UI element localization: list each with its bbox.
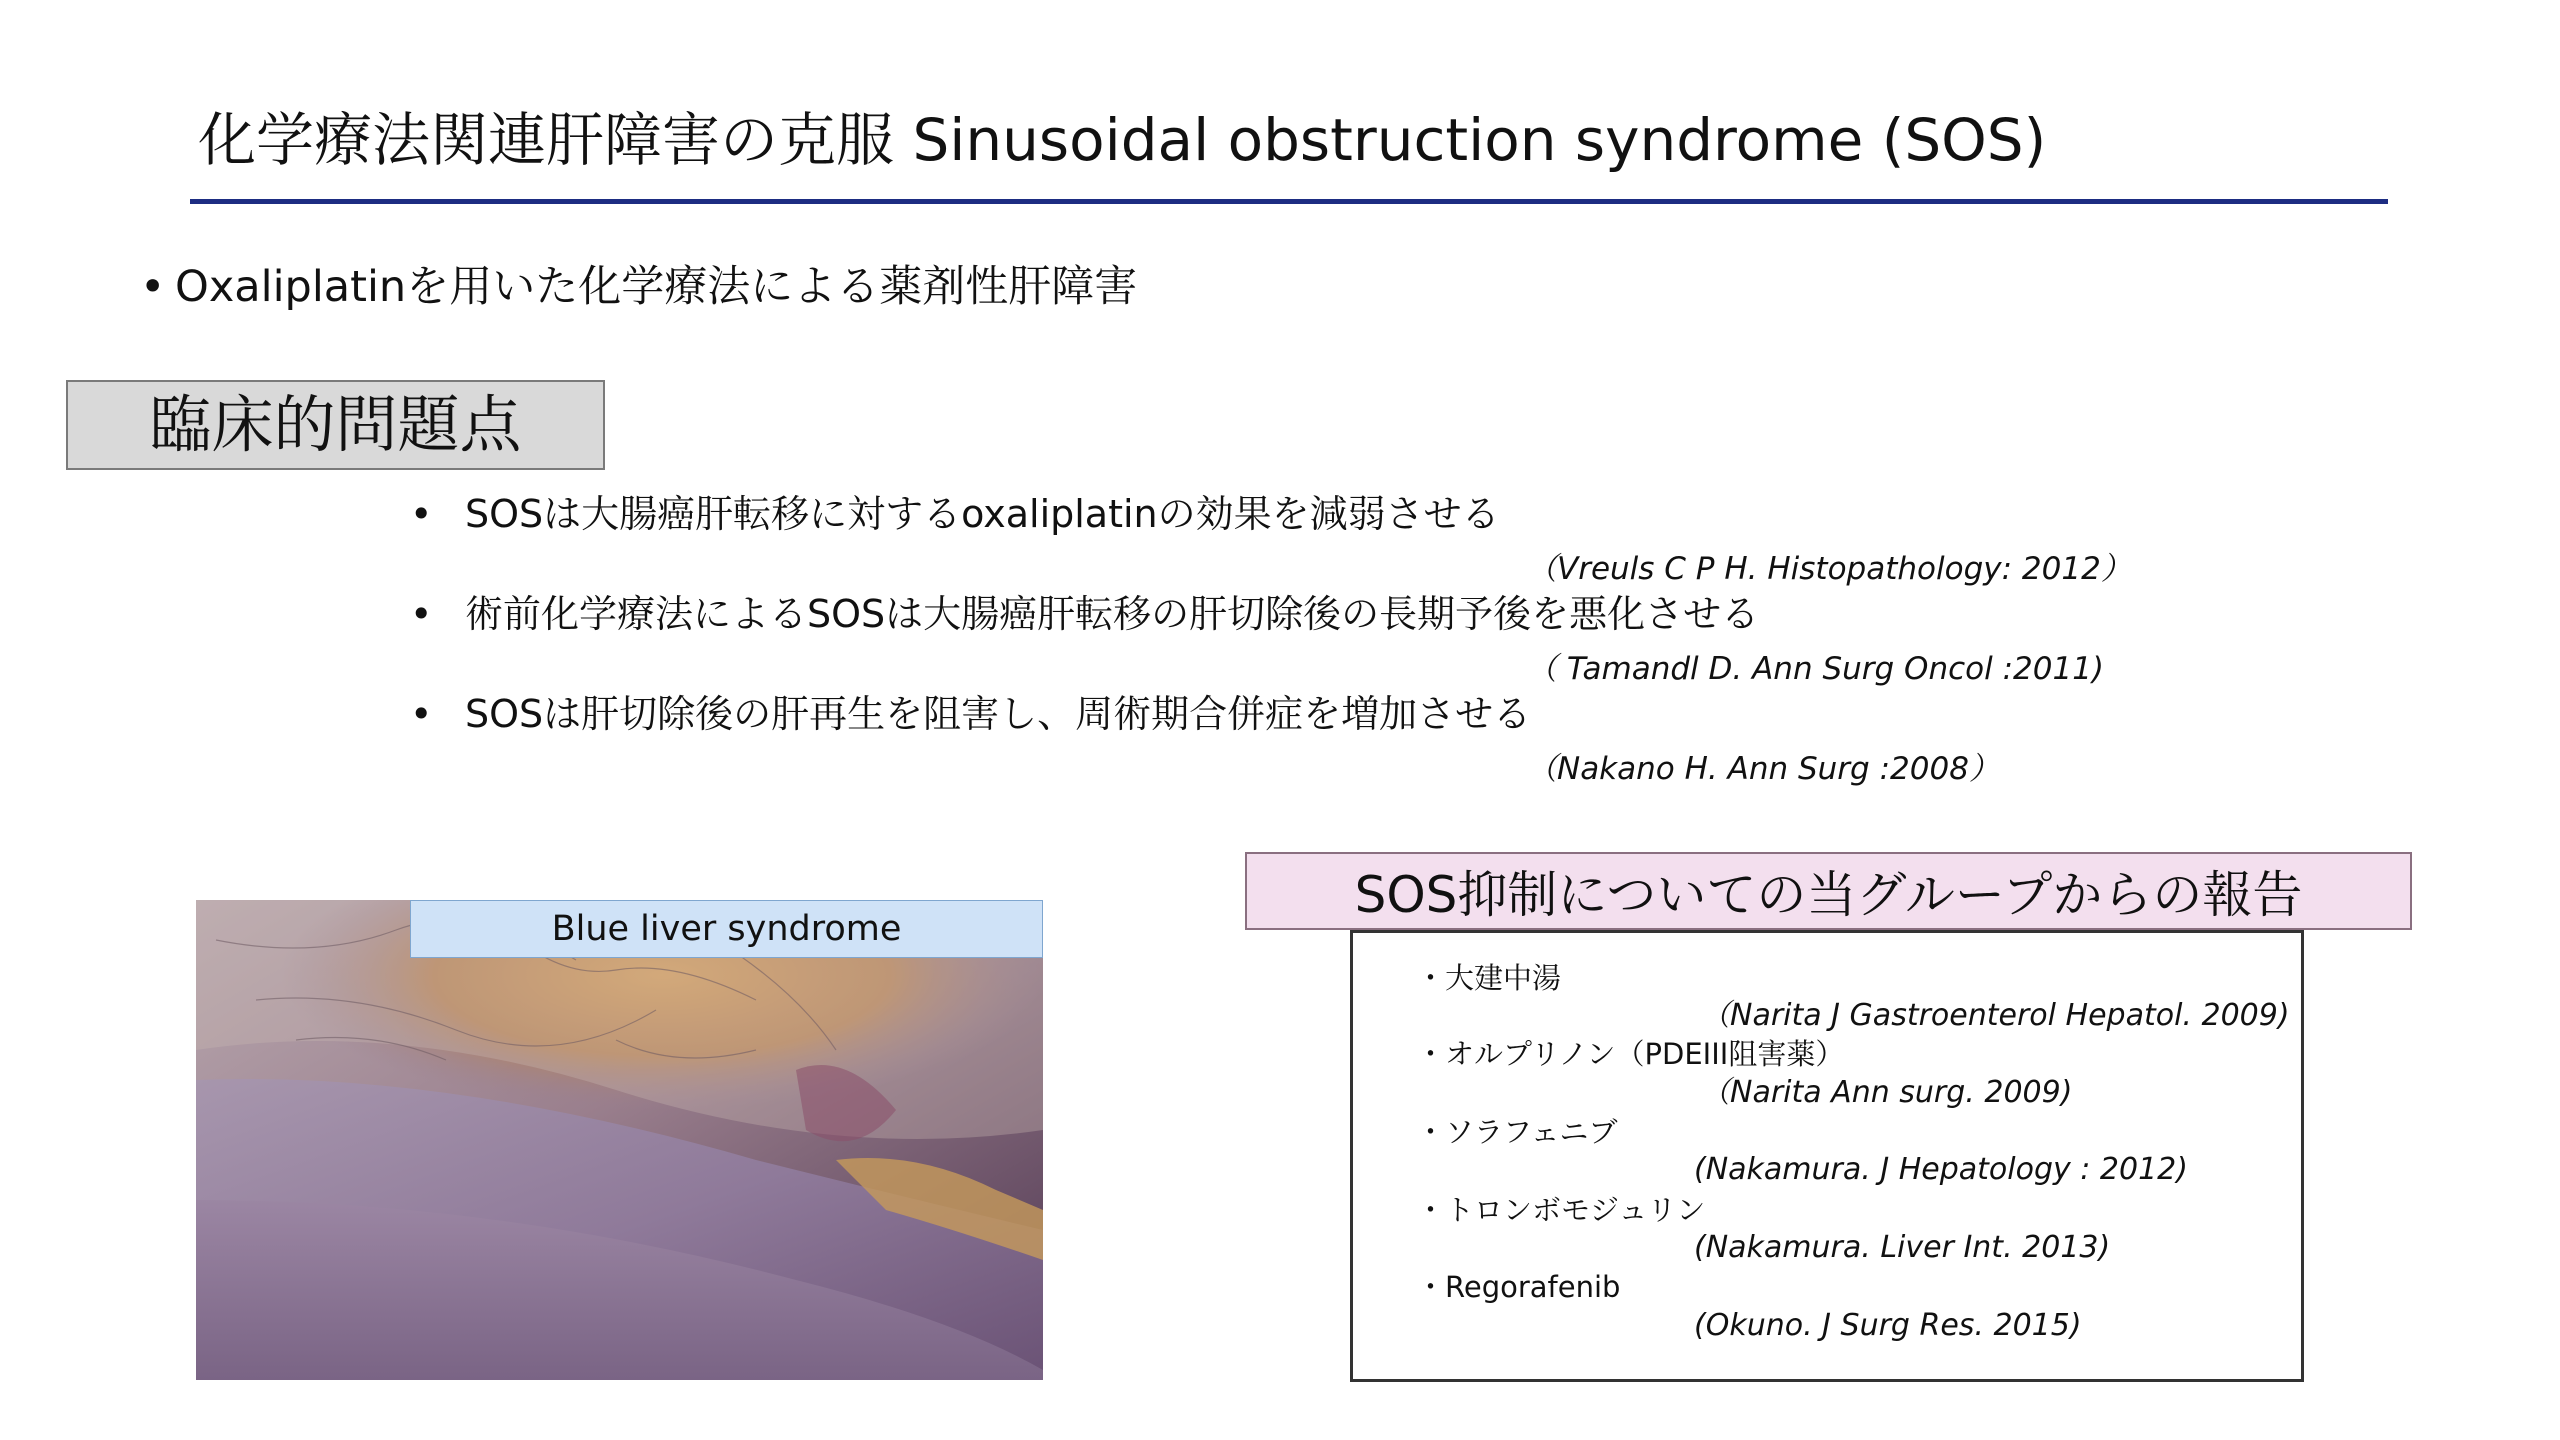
report-item-1: ・大建中湯 bbox=[1416, 961, 1562, 995]
bullet-marker: • bbox=[410, 592, 433, 636]
issue-point-1 bbox=[410, 488, 1500, 540]
issue-citation-3: （Nakano H. Ann Surg :2008） bbox=[1526, 751, 2000, 787]
bullet-marker: • bbox=[140, 262, 166, 312]
report-citation-5: (Okuno. J Surg Res. 2015) bbox=[1694, 1308, 2082, 1343]
slide-title: 化学療法関連肝障害の克服 Sinusoidal obstruction syndrome (SOS) bbox=[198, 106, 2047, 174]
report-item-3: ・ソラフェニブ bbox=[1416, 1115, 1618, 1149]
issue-citation-2: （ Tamandl D. Ann Surg Oncol :2011) bbox=[1526, 651, 2105, 687]
clinical-issues-heading: 臨床的問題点 bbox=[149, 388, 522, 461]
bullet-marker: • bbox=[410, 692, 433, 736]
report-item-5: ・Regorafenib bbox=[1416, 1270, 1621, 1304]
report-citation-1: （Narita J Gastroenterol Hepatol. 2009) bbox=[1700, 998, 2290, 1033]
report-citation-2: （Narita Ann surg. 2009) bbox=[1700, 1075, 2073, 1110]
report-heading-box bbox=[1245, 852, 2412, 930]
issue-point-2 bbox=[410, 588, 1759, 640]
report-heading: SOS抑制についての当グループからの報告 bbox=[1354, 866, 2303, 924]
clinical-issues-heading-box bbox=[66, 380, 605, 470]
issue-text: 術前化学療法によるSOSは大腸癌肝転移の肝切除後の長期予後を悪化させる bbox=[465, 592, 1760, 636]
report-item-4: ・トロンボモジュリン bbox=[1416, 1193, 1706, 1227]
report-citation-4: (Nakamura. Liver Int. 2013) bbox=[1694, 1230, 2111, 1265]
liver-photo bbox=[196, 900, 1043, 1380]
issue-point-3 bbox=[410, 688, 1531, 740]
bullet-marker: • bbox=[410, 492, 433, 536]
report-item-2: ・オルプリノン（PDEIII阻害薬） bbox=[1416, 1037, 1845, 1071]
title-underline bbox=[190, 199, 2388, 204]
photo-caption bbox=[410, 900, 1043, 958]
photo-caption-text: Blue liver syndrome bbox=[551, 909, 902, 949]
issue-citation-1: （Vreuls C P H. Histopathology: 2012） bbox=[1526, 551, 2132, 587]
issue-text: SOSは大腸癌肝転移に対するoxaliplatinの効果を減弱させる bbox=[465, 492, 1500, 536]
issue-text: SOSは肝切除後の肝再生を阻害し、周術期合併症を増加させる bbox=[465, 692, 1532, 736]
report-citation-3: (Nakamura. J Hepatology : 2012) bbox=[1694, 1152, 2188, 1187]
intro-text: Oxaliplatinを用いた化学療法による薬剤性肝障害 bbox=[175, 262, 1138, 312]
intro-bullet bbox=[140, 255, 1137, 319]
